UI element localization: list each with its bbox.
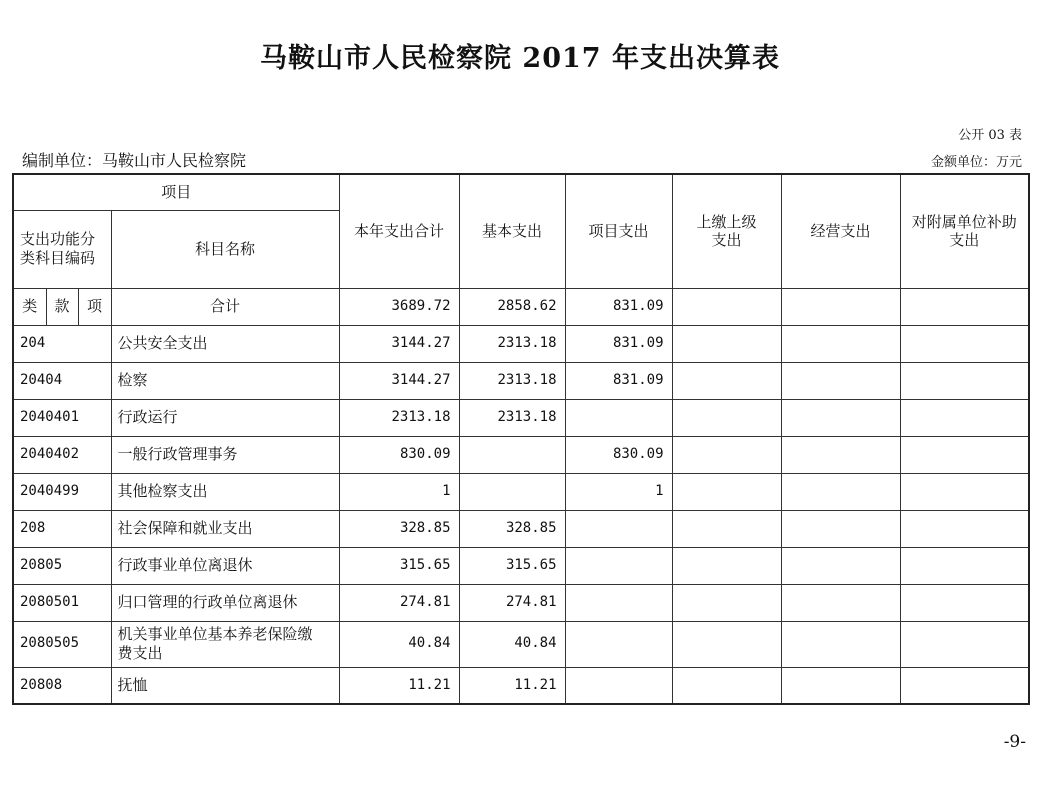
table-row <box>13 325 1029 362</box>
amount-basic: 40.84 <box>459 621 565 667</box>
amount-subsidy <box>900 325 1029 362</box>
subject-name-text: 抚恤 <box>117 675 148 694</box>
amount-subsidy <box>900 621 1029 667</box>
amount-project <box>565 667 672 704</box>
subject-name-text: 检察 <box>117 371 148 390</box>
subject-code: 20404 <box>13 362 111 399</box>
header-upper-text: 上缴上级支出 <box>696 212 757 250</box>
table-row <box>13 399 1029 436</box>
amount-total: 1 <box>339 473 459 510</box>
amount-upper <box>672 667 781 704</box>
amount-project <box>565 547 672 584</box>
subject-name <box>111 325 339 362</box>
subject-name <box>111 584 339 621</box>
subject-code: 20808 <box>13 667 111 704</box>
table-row <box>13 436 1029 473</box>
amount-subsidy <box>900 667 1029 704</box>
table-row <box>13 584 1029 621</box>
amount-project: 831.09 <box>565 362 672 399</box>
subject-name-text: 其他检察支出 <box>117 482 208 501</box>
sum-total: 3689.72 <box>339 288 459 325</box>
subject-name-text: 行政运行 <box>117 408 178 427</box>
amount-project: 1 <box>565 473 672 510</box>
header-kuan: 款 <box>46 288 78 325</box>
header-upper <box>672 174 781 288</box>
sum-subsidy <box>900 288 1029 325</box>
table-row <box>13 547 1029 584</box>
table-row <box>13 362 1029 399</box>
header-subsidy-text: 对附属单位补助支出 <box>911 212 1017 250</box>
header-subsidy <box>900 174 1029 288</box>
subject-code: 2080501 <box>13 584 111 621</box>
sum-basic: 2858.62 <box>459 288 565 325</box>
subject-name <box>111 621 339 667</box>
form-number: 公开 03 表 <box>958 128 1022 143</box>
compiling-unit: 编制单位：马鞍山市人民检察院 <box>22 151 247 170</box>
header-subject-name: 科目名称 <box>111 210 339 288</box>
amount-total: 315.65 <box>339 547 459 584</box>
amount-upper <box>672 584 781 621</box>
sum-project: 831.09 <box>565 288 672 325</box>
amount-upper <box>672 325 781 362</box>
amount-basic: 2313.18 <box>459 362 565 399</box>
subject-name <box>111 547 339 584</box>
amount-upper <box>672 399 781 436</box>
header-project: 项目 <box>13 174 339 210</box>
subject-name <box>111 667 339 704</box>
amount-basic: 328.85 <box>459 510 565 547</box>
amount-subsidy <box>900 584 1029 621</box>
amount-total: 830.09 <box>339 436 459 473</box>
amount-subsidy <box>900 510 1029 547</box>
amount-subsidy <box>900 473 1029 510</box>
amount-basic: 2313.18 <box>459 399 565 436</box>
amount-business <box>781 584 900 621</box>
page-number: -9- <box>1003 732 1026 752</box>
amount-project <box>565 584 672 621</box>
amount-subsidy <box>900 362 1029 399</box>
amount-business <box>781 399 900 436</box>
header-business: 经营支出 <box>781 174 900 288</box>
subject-code: 2040499 <box>13 473 111 510</box>
subject-code: 204 <box>13 325 111 362</box>
amount-total: 3144.27 <box>339 325 459 362</box>
header-lei: 类 <box>13 288 46 325</box>
amount-project <box>565 399 672 436</box>
amount-business <box>781 325 900 362</box>
header-basic: 基本支出 <box>459 174 565 288</box>
header-xiang: 项 <box>78 288 111 325</box>
subject-name <box>111 436 339 473</box>
subject-name-text: 机关事业单位基本养老保险缴费支出 <box>117 625 313 662</box>
subject-name-text: 行政事业单位离退休 <box>117 556 253 575</box>
amount-total: 3144.27 <box>339 362 459 399</box>
expenditure-table <box>12 173 1030 705</box>
subject-name-text: 公共安全支出 <box>117 334 208 353</box>
subject-code: 208 <box>13 510 111 547</box>
amount-total: 2313.18 <box>339 399 459 436</box>
amount-business <box>781 473 900 510</box>
amount-unit: 金额单位：万元 <box>930 155 1022 170</box>
subject-name-text: 一般行政管理事务 <box>117 445 238 464</box>
amount-business <box>781 510 900 547</box>
amount-project: 831.09 <box>565 325 672 362</box>
sum-label: 合计 <box>111 288 339 325</box>
subject-code: 2040401 <box>13 399 111 436</box>
amount-business <box>781 667 900 704</box>
amount-project: 830.09 <box>565 436 672 473</box>
sum-row <box>13 288 1029 325</box>
subject-name <box>111 399 339 436</box>
table-row <box>13 621 1029 667</box>
subject-code: 20805 <box>13 547 111 584</box>
amount-business <box>781 547 900 584</box>
subject-code: 2040402 <box>13 436 111 473</box>
amount-upper <box>672 547 781 584</box>
subject-name <box>111 510 339 547</box>
amount-subsidy <box>900 399 1029 436</box>
header-total: 本年支出合计 <box>339 174 459 288</box>
amount-upper <box>672 436 781 473</box>
amount-total: 40.84 <box>339 621 459 667</box>
subject-name-text: 社会保障和就业支出 <box>117 519 253 538</box>
amount-project <box>565 621 672 667</box>
subject-code: 2080505 <box>13 621 111 667</box>
subject-name-text: 归口管理的行政单位离退休 <box>117 593 298 612</box>
subject-name <box>111 473 339 510</box>
amount-basic: 315.65 <box>459 547 565 584</box>
amount-upper <box>672 621 781 667</box>
amount-basic: 11.21 <box>459 667 565 704</box>
page-title: 马鞍山市人民检察院 2017 年支出决算表 <box>260 43 780 74</box>
amount-basic: 274.81 <box>459 584 565 621</box>
amount-basic <box>459 436 565 473</box>
table-row <box>13 667 1029 704</box>
amount-upper <box>672 362 781 399</box>
amount-total: 274.81 <box>339 584 459 621</box>
amount-upper <box>672 510 781 547</box>
amount-basic <box>459 473 565 510</box>
amount-business <box>781 436 900 473</box>
amount-project <box>565 510 672 547</box>
header-func-code-text: 支出功能分类科目编码 <box>20 230 96 267</box>
amount-total: 11.21 <box>339 667 459 704</box>
amount-business <box>781 621 900 667</box>
sum-upper <box>672 288 781 325</box>
header-func-code <box>13 210 111 288</box>
amount-upper <box>672 473 781 510</box>
amount-subsidy <box>900 436 1029 473</box>
amount-basic: 2313.18 <box>459 325 565 362</box>
amount-subsidy <box>900 547 1029 584</box>
amount-total: 328.85 <box>339 510 459 547</box>
sum-business <box>781 288 900 325</box>
amount-business <box>781 362 900 399</box>
header-project-expense: 项目支出 <box>565 174 672 288</box>
table-row <box>13 510 1029 547</box>
subject-name <box>111 362 339 399</box>
table-row <box>13 473 1029 510</box>
